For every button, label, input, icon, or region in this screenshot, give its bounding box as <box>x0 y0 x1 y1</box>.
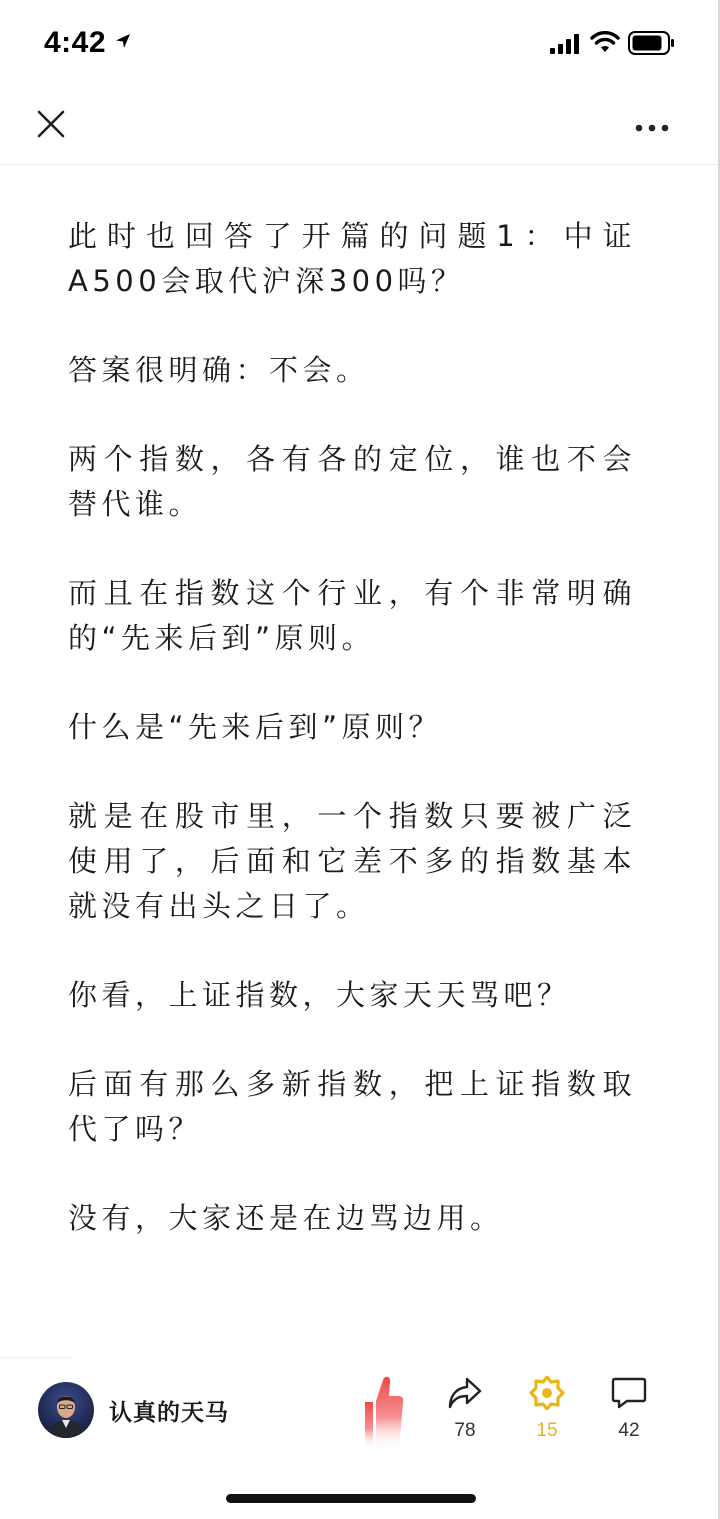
home-indicator[interactable] <box>226 1494 476 1503</box>
article-paragraph: 你看，上证指数，大家天天骂吧？ <box>68 978 571 1012</box>
location-arrow-icon <box>114 32 132 54</box>
star-button[interactable] <box>512 1376 582 1446</box>
nav-bar <box>0 86 718 165</box>
comment-count: 42 <box>618 1420 640 1441</box>
more-icon <box>635 117 669 136</box>
article-paragraph: 此时也回答了开篇的问题1：中证A500会取代沪深300吗？ <box>68 219 636 298</box>
author-name[interactable]: 认真的天马 <box>109 1399 229 1426</box>
author-profile[interactable] <box>38 1382 229 1438</box>
article-paragraph: 两个指数，各有各的定位，谁也不会替代谁。 <box>68 442 636 521</box>
signal-icon <box>550 34 580 58</box>
like-button[interactable] <box>362 1374 406 1450</box>
bottom-divider <box>0 1357 72 1358</box>
article-paragraph: 后面有那么多新指数，把上证指数取代了吗？ <box>68 1067 636 1146</box>
avatar[interactable] <box>38 1382 94 1438</box>
status-time: 4:42 <box>44 26 107 59</box>
article-paragraph: 什么是“先来后到”原则？ <box>68 710 443 744</box>
close-button[interactable] <box>29 104 73 148</box>
battery-icon <box>628 31 676 59</box>
article-paragraph: 答案很明确：不会。 <box>68 353 370 387</box>
article-body <box>68 214 636 1285</box>
close-icon <box>37 110 65 142</box>
status-bar <box>0 0 720 86</box>
article-paragraph: 就是在股市里，一个指数只要被广泛使用了，后面和它差不多的指数基本就没有出头之日了。 <box>68 799 636 923</box>
star-count: 15 <box>536 1420 558 1441</box>
article-paragraph: 而且在指数这个行业，有个非常明确的“先来后到”原则。 <box>68 576 636 655</box>
star-badge-icon <box>529 1376 565 1414</box>
article-paragraph: 没有，大家还是在边骂边用。 <box>68 1201 504 1235</box>
thumbs-up-icon <box>362 1435 406 1454</box>
comment-bubble-icon <box>611 1376 647 1414</box>
wifi-icon <box>590 31 620 58</box>
more-options-button[interactable] <box>630 104 674 148</box>
share-arrow-icon <box>447 1376 483 1414</box>
comment-button[interactable] <box>594 1376 664 1446</box>
share-button[interactable] <box>430 1376 500 1446</box>
share-count: 78 <box>454 1420 476 1441</box>
